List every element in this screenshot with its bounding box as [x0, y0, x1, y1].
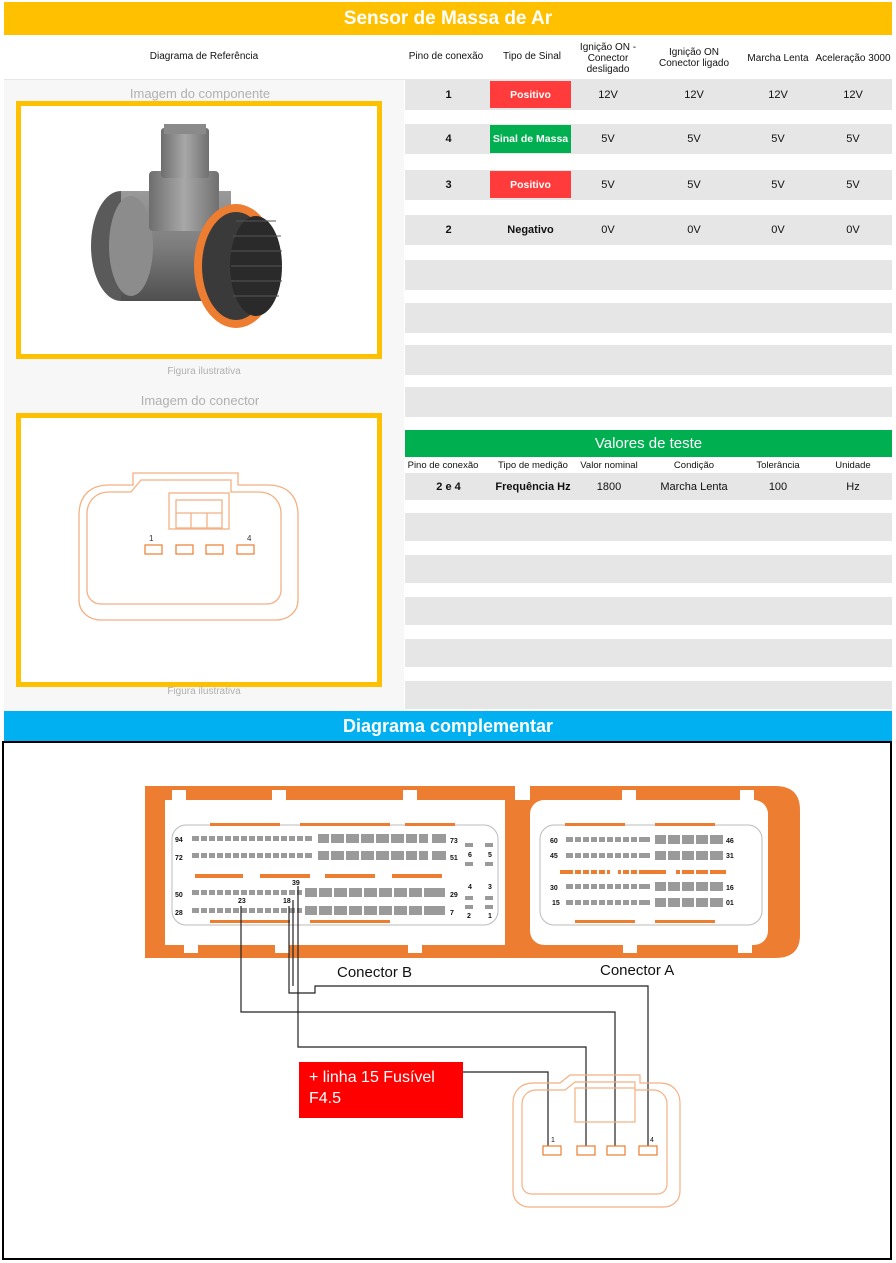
b-pin-4: 4 — [468, 884, 472, 891]
row4-ign-off: 0V — [601, 224, 615, 236]
a-pin-60: 60 — [550, 838, 558, 845]
b-pin-5: 5 — [488, 852, 492, 859]
row1-idle: 12V — [768, 89, 788, 101]
fuse-label-line1: + linha 15 Fusível — [309, 1069, 435, 1086]
row3-ign-off: 5V — [601, 179, 615, 191]
a-pin-45: 45 — [550, 853, 558, 860]
row3-accel: 5V — [846, 179, 860, 191]
b-pin-94: 94 — [175, 837, 183, 844]
row1-signal-badge: Positivo — [490, 81, 571, 108]
b-pin-23: 23 — [238, 898, 246, 905]
row3-idle: 5V — [771, 179, 785, 191]
component-panel-title: Imagem do componente — [129, 86, 271, 101]
b-pin-7: 7 — [450, 910, 454, 917]
b-pin-72: 72 — [175, 855, 183, 862]
test-header-tolerance: Tolerância — [756, 459, 800, 471]
row3-pin: 3 — [445, 179, 452, 191]
header-signal: Tipo de Sinal — [503, 50, 561, 62]
row2-pin: 4 — [445, 133, 452, 145]
row3-ign-on: 5V — [687, 179, 701, 191]
b-pin-39: 39 — [292, 880, 300, 887]
row1-ign-off: 12V — [598, 89, 618, 101]
page-title: Sensor de Massa de Ar — [4, 2, 892, 35]
connector-b-label: Conector B — [337, 964, 413, 981]
header-ign-on: Ignição ON Conector ligado — [658, 47, 730, 69]
b-pin-3: 3 — [488, 884, 492, 891]
row1-pin: 1 — [445, 89, 452, 101]
row4-ign-on: 0V — [687, 224, 701, 236]
row2-ign-on: 5V — [687, 133, 701, 145]
a-pin-31: 31 — [726, 853, 734, 860]
test-row-tolerance: 100 — [768, 480, 788, 493]
a-pin-15: 15 — [552, 900, 560, 907]
test-row-type: Frequência Hz — [495, 480, 571, 493]
test-header-condition: Condição — [673, 459, 715, 471]
b-pin-29: 29 — [450, 892, 458, 899]
b-pin-1: 1 — [488, 913, 492, 920]
test-row-nominal: 1800 — [596, 480, 622, 493]
connector-panel-title: Imagem do conector — [140, 393, 260, 408]
a-pin-16: 16 — [726, 885, 734, 892]
row1-accel: 12V — [843, 89, 863, 101]
diagram-title: Diagrama complementar — [4, 711, 892, 741]
test-header-pin: Pino de conexão — [407, 459, 479, 471]
row2-signal-badge: Sinal de Massa — [490, 125, 571, 153]
row2-accel: 5V — [846, 133, 860, 145]
sensor-pin-label-4: 4 — [650, 1137, 654, 1144]
connector-pin-label-1: 1 — [149, 534, 154, 543]
header-accel: Aceleração 3000 — [815, 52, 891, 64]
sensor-pin-label-1: 1 — [551, 1137, 555, 1144]
connector-a-label: Conector A — [600, 962, 675, 979]
row4-pin: 2 — [445, 224, 452, 236]
component-caption: Figura ilustrativa — [167, 366, 241, 377]
b-pin-28: 28 — [175, 910, 183, 917]
fuse-label-box — [299, 1062, 463, 1118]
b-pin-2: 2 — [467, 913, 471, 920]
a-pin-30: 30 — [550, 885, 558, 892]
a-pin-46: 46 — [726, 838, 734, 845]
row2-idle: 5V — [771, 133, 785, 145]
b-pin-50: 50 — [175, 892, 183, 899]
test-values-title: Valores de teste — [405, 430, 892, 457]
header-pin: Pino de conexão — [408, 50, 484, 62]
header-ign-off: Ignição ON - Conector desligado — [579, 41, 637, 75]
row1-ign-on: 12V — [684, 89, 704, 101]
connector-caption: Figura ilustrativa — [167, 686, 241, 697]
fuse-label-line2: F4.5 — [309, 1090, 342, 1107]
test-row-unit: Hz — [846, 480, 860, 493]
b-pin-51: 51 — [450, 855, 458, 862]
header-reference: Diagrama de Referência — [149, 50, 259, 62]
row2-ign-off: 5V — [601, 133, 615, 145]
connector-pin-label-4: 4 — [247, 534, 252, 543]
b-pin-73: 73 — [450, 838, 458, 845]
row4-idle: 0V — [771, 224, 785, 236]
a-pin-01: 01 — [726, 900, 734, 907]
row4-signal: Negativo — [507, 224, 554, 236]
test-header-type: Tipo de medição — [498, 459, 568, 471]
b-pin-18: 18 — [283, 898, 291, 905]
test-header-nominal: Valor nominal — [580, 459, 638, 471]
b-pin-6: 6 — [468, 852, 472, 859]
test-row-condition: Marcha Lenta — [660, 480, 728, 493]
test-header-unit: Unidade — [835, 459, 871, 471]
test-row-pin: 2 e 4 — [436, 480, 461, 493]
row4-accel: 0V — [846, 224, 860, 236]
row3-signal-badge: Positivo — [490, 171, 571, 198]
header-idle: Marcha Lenta — [747, 52, 809, 64]
